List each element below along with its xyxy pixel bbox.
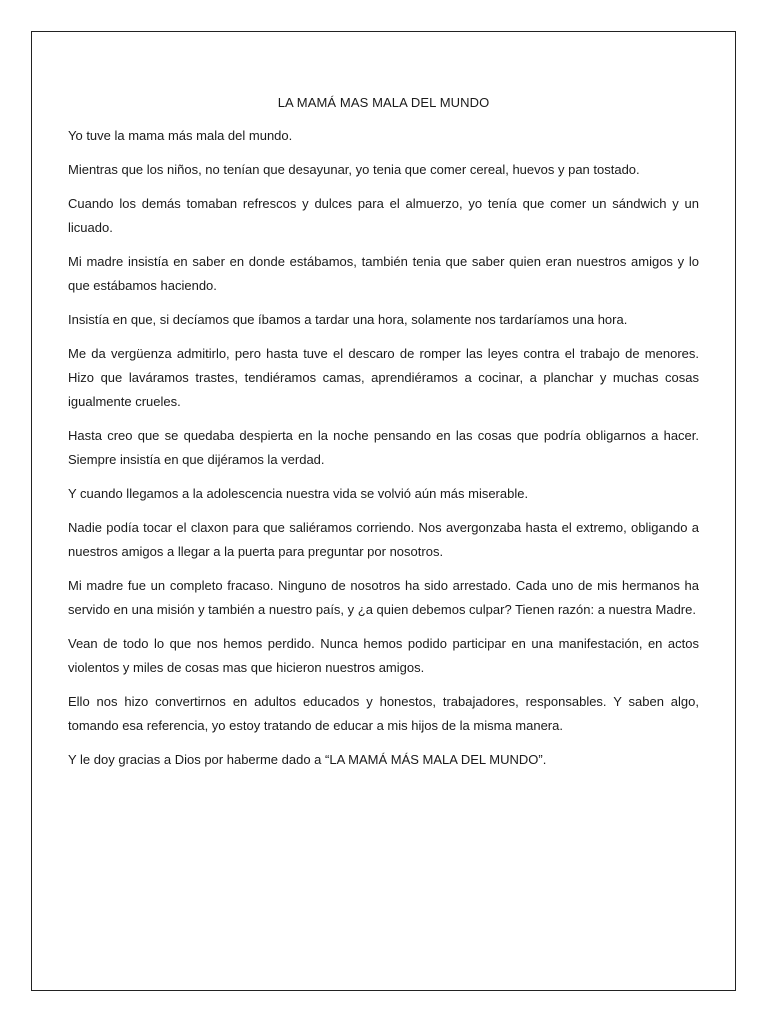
paragraph: Ello nos hizo convertirnos en adultos educados y honestos, trabajadores, responsables. Y saben algo, tomando esa referencia, yo estoy tratando de educar a mis hijos de la misma manera. (68, 694, 699, 733)
paragraph: Mientras que los niños, no tenían que desayunar, yo tenia que comer cereal, huevos y pan tostado. (68, 162, 640, 177)
paragraph: Cuando los demás tomaban refrescos y dulces para el almuerzo, yo tenía que comer un sándwich y un licuado. (68, 196, 699, 235)
paragraph: Mi madre insistía en saber en donde estábamos, también tenia que saber quien eran nuestros amigos y lo que estábamos haciendo. (68, 254, 699, 293)
paragraph: Yo tuve la mama más mala del mundo. (68, 128, 293, 143)
paragraph: Y le doy gracias a Dios por haberme dado a “LA MAMÁ MÁS MALA DEL MUNDO”. (68, 752, 547, 767)
paragraph: Hasta creo que se quedaba despierta en la noche pensando en las cosas que podría obligarnos a hacer. Siempre insistía en que dijéramos la verdad. (68, 428, 699, 467)
document-body (68, 94, 699, 782)
paragraph: Nadie podía tocar el claxon para que saliéramos corriendo. Nos avergonzaba hasta el extremo, obligando a nuestros amigos a llegar a la puerta para preguntar por nosotros. (68, 520, 699, 559)
paragraph: Me da vergüenza admitirlo, pero hasta tuve el descaro de romper las leyes contra el trabajo de menores. Hizo que laváramos trastes, tendiéramos camas, aprendiéramos a cocinar, a planchar y muchas cosas igualmente crueles. (68, 346, 699, 409)
paragraph: Vean de todo lo que nos hemos perdido. Nunca hemos podido participar en una manifestación, en actos violentos y miles de cosas mas que hicieron nuestros amigos. (68, 636, 699, 675)
document-page (31, 31, 736, 991)
paragraph: Insistía en que, si decíamos que íbamos a tardar una hora, solamente nos tardaríamos una hora. (68, 312, 628, 327)
paragraph: Y cuando llegamos a la adolescencia nuestra vida se volvió aún más miserable. (68, 486, 529, 501)
document-title: LA MAMÁ MAS MALA DEL MUNDO (277, 95, 490, 110)
paragraph: Mi madre fue un completo fracaso. Ninguno de nosotros ha sido arrestado. Cada uno de mis hermanos ha servido en una misión y también a nuestro país, y ¿a quien debemos culpar? Tienen razón: a nuestra Madre. (68, 578, 699, 617)
